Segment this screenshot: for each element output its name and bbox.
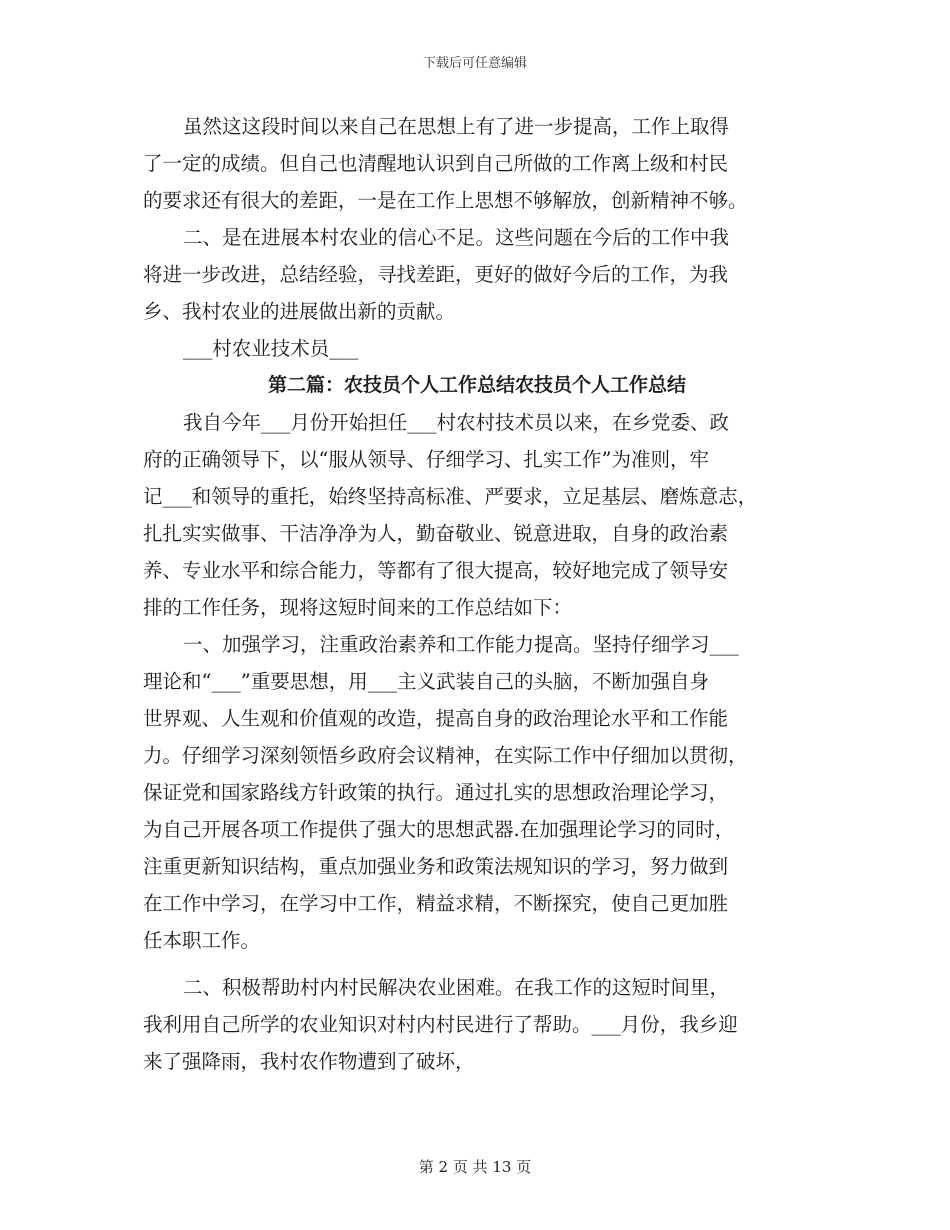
page-header: 下载后可任意编辑 bbox=[422, 56, 527, 71]
paragraph-line: 我利用自己所学的农业知识对村内村民进行了帮助。___月份，我乡迎 bbox=[143, 1013, 738, 1036]
paragraph-line: 扎扎实实做事、干洁净净为人，勤奋敬业、锐意进取，自身的政治素 bbox=[143, 522, 729, 545]
paragraph-line: 排的工作任务，现将这短时间来的工作总结如下： bbox=[143, 596, 573, 619]
paragraph-line: 为自己开展各项工作提供了强大的思想武器.在加强理论学习的同时， bbox=[143, 818, 735, 841]
paragraph-line: 二、是在进展本村农业的信心不足。这些问题在今后的工作中我 bbox=[183, 226, 730, 249]
section-title: 第二篇：农技员个人工作总结农技员个人工作总结 bbox=[267, 374, 686, 396]
paragraph-line: 虽然这这段时间以来自己在思想上有了进一步提高，工作上取得 bbox=[183, 115, 730, 138]
paragraph-line: 记___和领导的重托，始终坚持高标准、严要求，立足基层、磨炼意志， bbox=[143, 485, 758, 508]
document-body bbox=[143, 108, 811, 1080]
paragraph-line: 将进一步改进，总结经验，寻找差距，更好的做好今后的工作，为我 bbox=[143, 263, 729, 286]
paragraph-line: 了一定的成绩。但自己也清醒地认识到自己所做的工作离上级和村民 bbox=[143, 152, 729, 175]
paragraph-line: 一、加强学习，注重政治素养和工作能力提高。坚持仔细学习___ bbox=[183, 633, 739, 656]
paragraph-line: 保证党和国家路线方针政策的执行。通过扎实的思想政治理论学习， bbox=[143, 781, 729, 804]
paragraph-line: 来了强降雨，我村农作物遭到了破坏， bbox=[143, 1050, 475, 1073]
paragraph-line: 二、积极帮助村内村民解决农业困难。在我工作的这短时间里， bbox=[183, 976, 730, 999]
signature-line: ___村农业技术员___ bbox=[183, 337, 359, 360]
paragraph-line: 在工作中学习，在学习中工作，精益求精，不断探究，使自己更加胜 bbox=[143, 892, 729, 915]
paragraph-line: 养、专业水平和综合能力，等都有了很大提高，较好地完成了领导安 bbox=[143, 559, 729, 582]
page-number: 第 2 页 共 13 页 bbox=[418, 1158, 532, 1176]
paragraph-line: 任本职工作。 bbox=[143, 929, 261, 952]
paragraph-line: 理论和“___”重要思想，用___主义武装自己的头脑，不断加强自身 bbox=[143, 670, 709, 693]
paragraph-line: 乡、我村农业的进展做出新的贡献。 bbox=[143, 300, 456, 323]
paragraph-line: 我自今年___月份开始担任___村农村技术员以来，在乡党委、政 bbox=[183, 411, 730, 434]
paragraph-line: 世界观、人生观和价值观的改造，提高自身的政治理论水平和工作能 bbox=[143, 707, 729, 730]
paragraph-line: 注重更新知识结构，重点加强业务和政策法规知识的学习，努力做到 bbox=[143, 855, 729, 878]
paragraph-line: 的要求还有很大的差距，一是在工作上思想不够解放，创新精神不够。 bbox=[143, 189, 748, 212]
paragraph-line: 府的正确领导下，以“服从领导、仔细学习、扎实工作”为准则，牢 bbox=[143, 448, 709, 471]
paragraph-line: 力。仔细学习深刻领悟乡政府会议精神，在实际工作中仔细加以贯彻， bbox=[143, 744, 748, 767]
